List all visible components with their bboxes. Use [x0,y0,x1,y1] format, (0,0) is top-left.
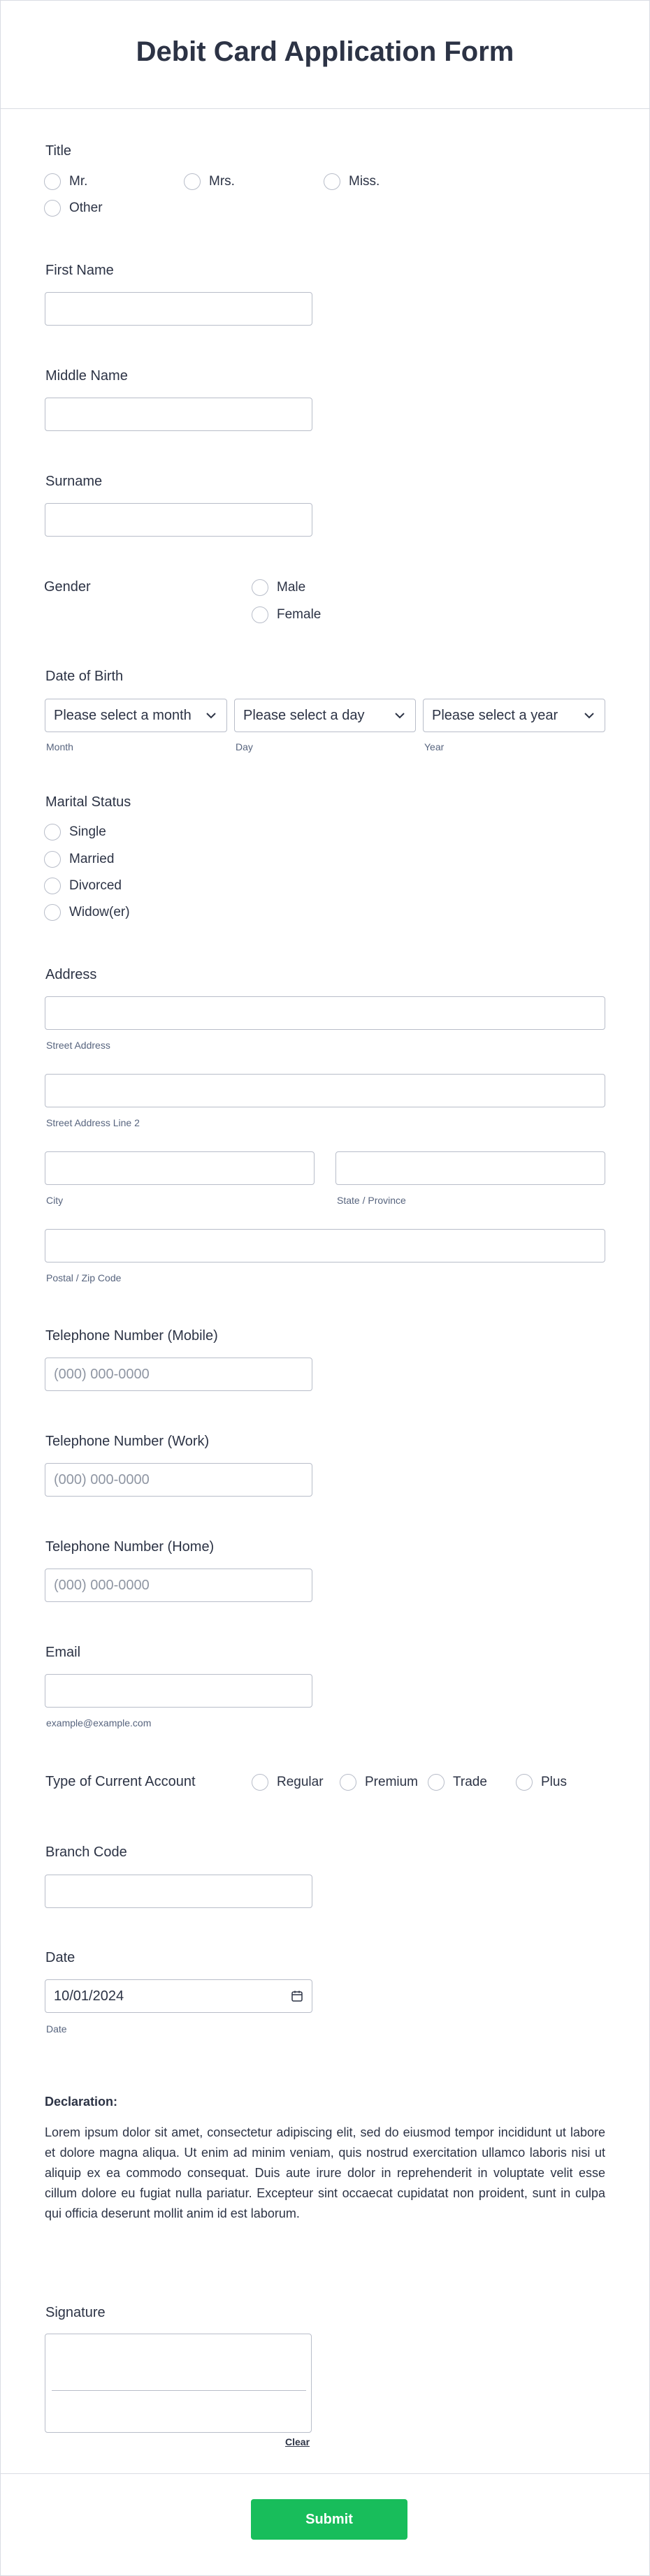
email-sublabel: example@example.com [46,1717,152,1729]
header-divider [0,108,650,109]
declaration-text: Lorem ipsum dolor sit amet, consectetur adipiscing elit, sed do eiusmod tempor incididunt ut labore et dolore magna aliqua. Ut enim ad minim veniam, quis nostrud exercitation ullamco laboris nisi ut aliquip ex ea commodo consequat. Duis aute irure dolor in reprehenderit in voluptate velit esse cillum dolore eu fugiat nulla pariatur. Excepteur sint occaecat cupidatat non proident, sunt in culpa qui officia deserunt mollit anim id est laborum. [45,2125,605,2220]
gender-option-male[interactable]: Male [252,579,305,596]
street-address-sublabel: Street Address [46,1040,110,1051]
signature-pad[interactable] [45,2334,312,2433]
title-option-mrs[interactable]: Mrs. [184,173,235,190]
state-province-input[interactable] [335,1151,605,1185]
phone-mobile-label: Telephone Number (Mobile) [45,1328,218,1344]
marital-option-single[interactable]: Single [44,824,106,841]
title-option-other[interactable]: Other [44,200,103,217]
dob-month-sublabel: Month [46,741,73,752]
radio-circle[interactable] [44,878,61,894]
chevron-down-icon [582,708,596,722]
dob-day-sublabel: Day [236,741,253,752]
marital-option-widower[interactable]: Widow(er) [44,904,130,921]
title-option-mr[interactable]: Mr. [44,173,87,190]
dob-year-select[interactable]: Please select a year [423,699,605,732]
first-name-label: First Name [45,263,114,278]
city-input[interactable] [45,1151,315,1185]
title-label: Title [45,143,72,159]
postal-code-sublabel: Postal / Zip Code [46,1272,122,1283]
dob-month-select[interactable]: Please select a month [45,699,227,732]
radio-circle[interactable] [44,173,61,190]
radio-circle[interactable] [252,579,268,596]
email-input[interactable] [45,1674,312,1708]
phone-mobile-input[interactable]: (000) 000-0000 [45,1358,312,1391]
branch-code-label: Branch Code [45,1844,127,1860]
gender-label: Gender [44,579,91,595]
marital-status-label: Marital Status [45,794,131,810]
marital-option-divorced[interactable]: Divorced [44,878,122,894]
form-title: Debit Card Application Form [136,36,514,67]
city-sublabel: City [46,1195,64,1206]
dob-label: Date of Birth [45,669,124,684]
account-type-label: Type of Current Account [45,1774,196,1789]
surname-label: Surname [45,474,103,489]
radio-circle[interactable] [44,904,61,921]
signature-baseline [52,2390,306,2391]
first-name-input[interactable] [45,292,312,326]
radio-circle[interactable] [340,1774,356,1791]
email-label: Email [45,1645,81,1660]
account-option-trade[interactable]: Trade [428,1774,487,1791]
date-sublabel: Date [46,2023,67,2035]
surname-input[interactable] [45,503,312,537]
radio-circle[interactable] [184,173,201,190]
calendar-icon[interactable] [291,1990,303,2002]
radio-circle[interactable] [516,1774,533,1791]
clear-signature-button[interactable]: Clear [285,2436,310,2447]
phone-home-input[interactable]: (000) 000-0000 [45,1569,312,1602]
dob-year-sublabel: Year [424,741,445,752]
street-address-input[interactable] [45,996,605,1030]
address-label: Address [45,967,97,982]
middle-name-label: Middle Name [45,368,128,384]
phone-work-input[interactable]: (000) 000-0000 [45,1463,312,1497]
branch-code-input[interactable] [45,1875,312,1908]
declaration-title: Declaration: [45,2095,118,2109]
radio-circle[interactable] [324,173,340,190]
radio-circle[interactable] [44,851,61,868]
radio-circle[interactable] [252,606,268,623]
street-address-line2-sublabel: Street Address Line 2 [46,1117,140,1128]
radio-circle[interactable] [252,1774,268,1791]
state-province-sublabel: State / Province [337,1195,406,1206]
footer-divider [0,2473,650,2474]
phone-work-label: Telephone Number (Work) [45,1434,210,1449]
account-option-regular[interactable]: Regular [252,1774,324,1791]
chevron-down-icon [393,708,407,722]
radio-circle[interactable] [44,200,61,217]
radio-circle[interactable] [428,1774,445,1791]
middle-name-input[interactable] [45,398,312,431]
street-address-line2-input[interactable] [45,1074,605,1107]
phone-home-label: Telephone Number (Home) [45,1539,215,1555]
postal-code-input[interactable] [45,1229,605,1262]
account-option-plus[interactable]: Plus [516,1774,567,1791]
date-input[interactable]: 10/01/2024 [45,1979,312,2013]
title-option-miss[interactable]: Miss. [324,173,380,190]
dob-day-select[interactable]: Please select a day [234,699,416,732]
signature-label: Signature [45,2305,106,2320]
date-label: Date [45,1950,75,1965]
chevron-down-icon [204,708,218,722]
account-option-premium[interactable]: Premium [340,1774,418,1791]
gender-option-female[interactable]: Female [252,606,321,623]
radio-circle[interactable] [44,824,61,841]
submit-button[interactable]: Submit [251,2499,407,2540]
marital-option-married[interactable]: Married [44,851,114,868]
